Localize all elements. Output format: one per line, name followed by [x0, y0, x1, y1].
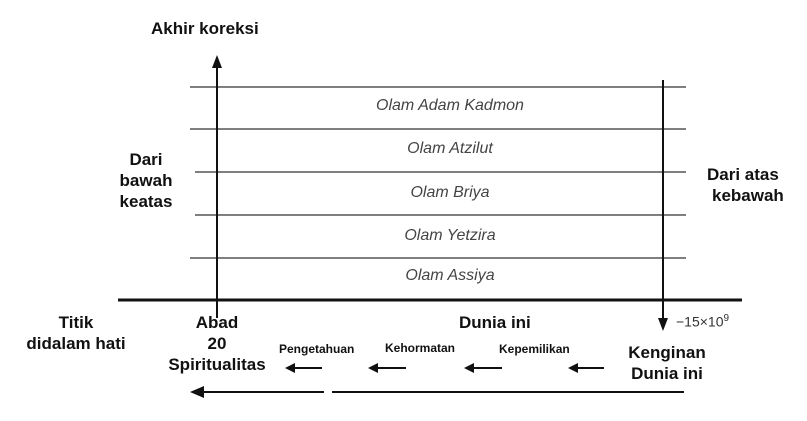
- world-label-assiya: Olam Assiya: [405, 267, 495, 284]
- right-label-line-1: Dari atas: [707, 165, 779, 184]
- titik-line-1: Titik: [58, 313, 94, 332]
- kenginan-line-2: Dunia ini: [631, 364, 703, 383]
- up-arrow-head: [212, 55, 222, 68]
- kenginan-label: [614, 342, 720, 384]
- step-arrow-3-head: [464, 363, 474, 373]
- abad-line-1: Abad: [195, 313, 239, 332]
- titik-line-2: didalam hati: [26, 334, 126, 353]
- left-label-line-1: Dari: [129, 150, 163, 169]
- abad-line-2: 20: [207, 334, 227, 353]
- dunia-ini-label: Dunia ini: [459, 313, 531, 332]
- abad-label: [157, 312, 277, 375]
- world-label-briya: Olam Briya: [410, 184, 490, 201]
- step-kepemilikan: Kepemilikan: [499, 342, 570, 356]
- step-kehormatan: Kehormatan: [385, 341, 456, 355]
- left-direction-label: [108, 149, 184, 212]
- left-label-line-3: keatas: [119, 192, 173, 211]
- kenginan-line-1: Kenginan: [628, 343, 706, 362]
- abad-line-3: Spiritualitas: [168, 355, 266, 374]
- world-label-atzilut: Olam Atzilut: [407, 140, 493, 157]
- top-label: Akhir koreksi: [151, 19, 259, 38]
- right-direction-label: [707, 164, 803, 206]
- world-label-adam-kadmon: Olam Adam Kadmon: [376, 97, 524, 114]
- step-arrow-4-head: [568, 363, 578, 373]
- long-arrow-left-head: [190, 386, 204, 398]
- titik-label: [16, 312, 136, 354]
- left-label-line-2: bawah: [119, 171, 173, 190]
- exponent-label: [676, 313, 729, 330]
- step-arrow-1-head: [285, 363, 295, 373]
- exponent-base: −15×10: [676, 313, 724, 330]
- down-arrow-head: [658, 318, 668, 331]
- right-label-line-2: kebawah: [712, 186, 784, 205]
- world-label-yetzira: Olam Yetzira: [404, 227, 496, 244]
- step-arrow-2-head: [368, 363, 378, 373]
- exponent-power: 9: [723, 313, 730, 324]
- step-pengetahuan: Pengetahuan: [279, 342, 355, 356]
